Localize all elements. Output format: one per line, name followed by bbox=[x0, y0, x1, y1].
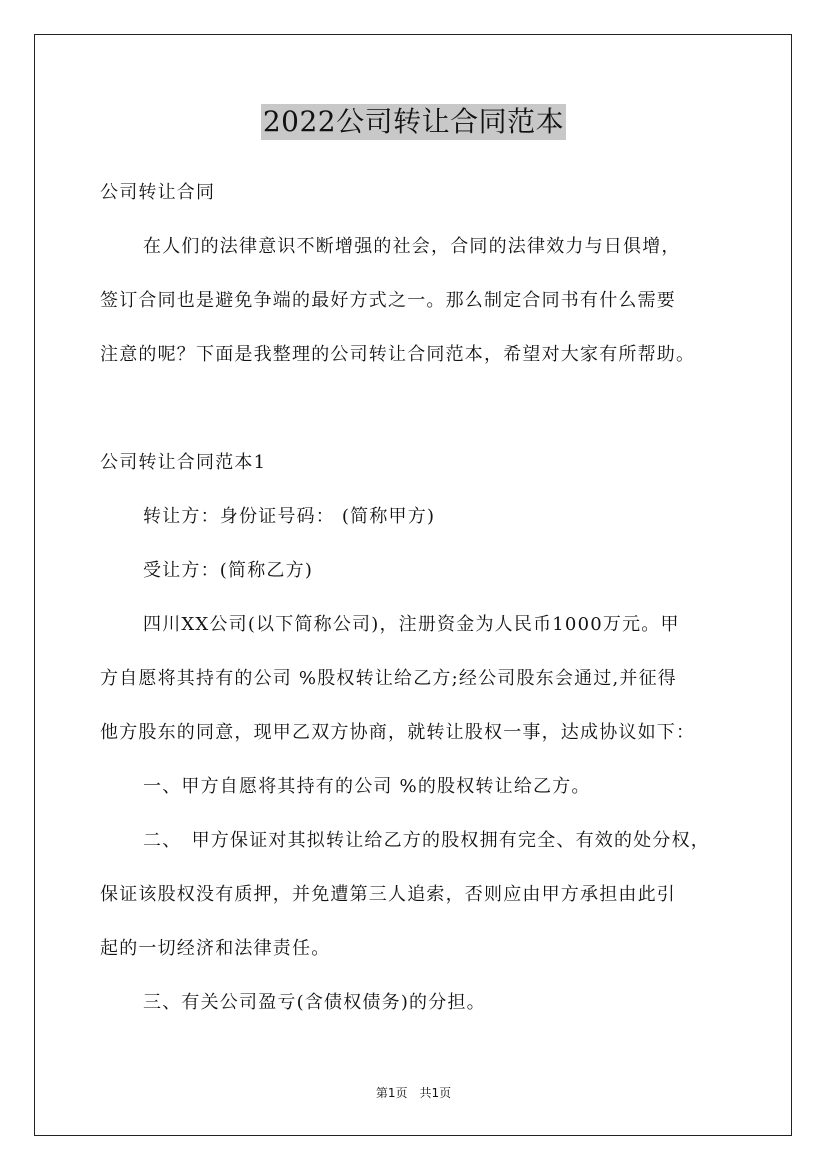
paragraph-line: 在人们的法律意识不断增强的社会，合同的法律效力与日俱增， bbox=[143, 236, 681, 257]
paragraph-line: 转让方：身份证号码： (简称甲方) bbox=[143, 506, 436, 527]
paragraph-line: 一、甲方自愿将其持有的公司 %的股权转让给乙方。 bbox=[143, 776, 591, 797]
paragraph-line: 二、 甲方保证对其拟转让给乙方的股权拥有完全、有效的处分权， bbox=[143, 830, 710, 851]
paragraph-line: 他方股东的同意，现甲乙双方协商，就转让股权一事，达成协议如下： bbox=[100, 722, 696, 743]
paragraph-line: 保证该股权没有质押，并免遭第三人追索，否则应由甲方承担由此引 bbox=[100, 884, 676, 905]
paragraph-line: 受让方：(简称乙方) bbox=[143, 560, 314, 581]
title-container bbox=[0, 104, 827, 140]
paragraph-line: 方自愿将其持有的公司 %股权转让给乙方;经公司股东会通过,并征得 bbox=[100, 668, 678, 689]
section-heading: 公司转让合同范本1 bbox=[100, 452, 267, 473]
paragraph-line: 注意的呢？下面是我整理的公司转让合同范本，希望对大家有所帮助。 bbox=[100, 344, 696, 365]
section-heading: 公司转让合同 bbox=[100, 182, 216, 203]
paragraph-line: 起的一切经济和法律责任。 bbox=[100, 938, 331, 959]
document-title: 2022公司转让合同范本 bbox=[262, 105, 565, 138]
page-footer: 第1页 共1页 bbox=[375, 1086, 452, 1100]
paragraph-line: 三、有关公司盈亏(含债权债务)的分担。 bbox=[143, 992, 486, 1013]
paragraph-line: 签订合同也是避免争端的最好方式之一。那么制定合同书有什么需要 bbox=[100, 290, 676, 311]
paragraph-line: 四川XX公司(以下简称公司)，注册资金为人民币1000万元。甲 bbox=[143, 614, 680, 635]
